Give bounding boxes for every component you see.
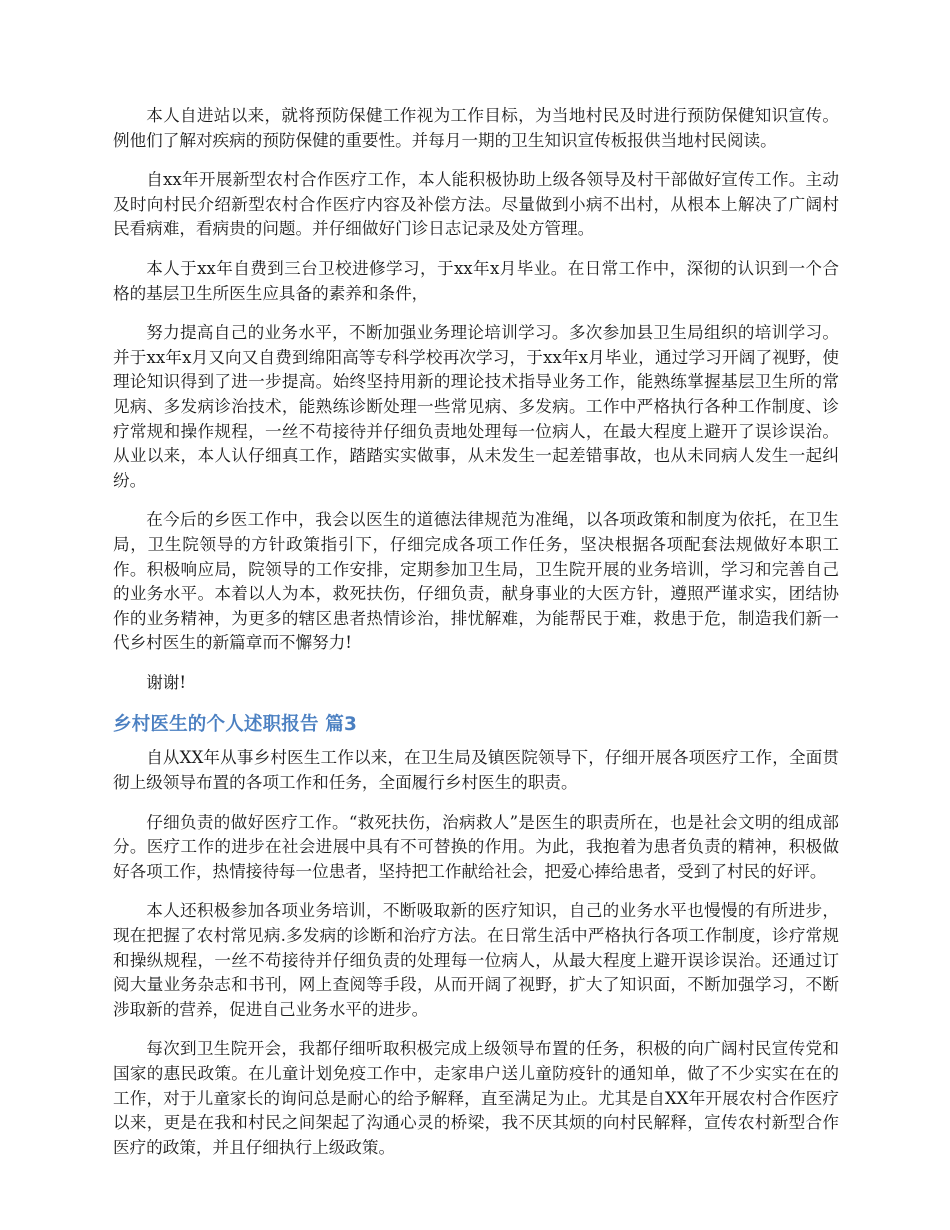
paragraph-since-xx-year: 自从XX年从事乡村医生工作以来，在卫生局及镇医院领导下，仔细开展各项医疗工作，全面贯彻上级领导布置的各项工作和任务，全面履行乡村医生的职责。 bbox=[113, 748, 839, 793]
section-heading: 乡村医生的个人述职报告 篇3 bbox=[113, 714, 358, 736]
paragraph-meetings-immunization: 每次到卫生院开会，我都仔细听取积极完成上级领导布置的任务，积极的向广阔村民宣传党和国家的惠民政策。在儿童计划免疫工作中，走家串户送儿童防疫针的通知单，做了不少实实在在的工作，对于儿童家长的询问总是耐心的给予解释，直至满足为止。尤其是自XX年开展农村合作医疗以来，更是在我和村民之间架起了沟通心灵的桥梁，我不厌其烦的向村民解释，宣传农村新型合作医疗的政策，并且仔细执行上级政策。 bbox=[113, 1039, 839, 1157]
paragraph-thanks: 谢谢! bbox=[146, 672, 187, 692]
paragraph-cooperative-medical: 自xx年开展新型农村合作医疗工作，本人能积极协助上级各领导及村干部做好宣传工作。主动及时向村民介绍新型农村合作医疗内容及补偿方法。尽量做到小病不出村，从根本上解决了广阔村民看病难，看病贵的问题。并仔细做好门诊日志记录及处方管理。 bbox=[113, 170, 839, 239]
paragraph-future-work: 在今后的乡医工作中，我会以医生的道德法律规范为准绳，以各项政策和制度为依托，在卫生局，卫生院领导的方针政策指引下，仔细完成各项工作任务，坚决根据各项配套法规做好本职工作。积极响应局，院领导的工作安排，定期参加卫生局，卫生院开展的业务培训，学习和完善自己的业务水平。本着以人为本，救死扶伤，仔细负责，献身事业的大医方针，遵照严谨求实，团结协作的业务精神，为更多的辖区患者热情诊治，排忧解难，为能帮民于难，救患于危，制造我们新一代乡村医生的新篇章而不懈努力! bbox=[113, 510, 839, 653]
paragraph-self-funded-study: 本人于xx年自费到三台卫校进修学习，于xx年x月毕业。在日常工作中，深彻的认识到一个合格的基层卫生所医生应具备的素养和条件， bbox=[113, 258, 839, 303]
document-page bbox=[113, 104, 839, 1175]
paragraph-medical-work: 仔细负责的做好医疗工作。“救死扶伤，治病救人”是医生的职责所在，也是社会文明的组成部分。医疗工作的进步在社会进展中具有不可替换的作用。为此，我抱着为患者负责的精神，积极做好各项工作，热情接待每一位患者，坚持把工作献给社会，把爱心捧给患者，受到了村民的好评。 bbox=[113, 812, 839, 881]
paragraph-skill-improvement: 努力提高自己的业务水平，不断加强业务理论培训学习。多次参加县卫生局组织的培训学习。并于xx年x月又向又自费到绵阳高等专科学校再次学习，于xx年x月毕业，通过学习开阔了视野，使理论知识得到了进一步提高。始终坚持用新的理论技术指导业务工作，能熟练掌握基层卫生所的常见病、多发病诊治技术，能熟练诊断处理一些常见病、多发病。工作中严格执行各种工作制度、诊疗常规和操作规程，一丝不苟接待并仔细负责地处理每一位病人，在最大程度上避开了误诊误治。从业以来，本人认仔细真工作，踏踏实实做事，从未发生一起差错事故，也从未同病人发生一起纠纷。 bbox=[113, 323, 839, 490]
paragraph-training: 本人还积极参加各项业务培训，不断吸取新的医疗知识，自己的业务水平也慢慢的有所进步，现在把握了农村常见病.多发病的诊断和治疗方法。在日常生活中严格执行各项工作制度，诊疗常规和操纵规程，一丝不苟接待并仔细负责的处理每一位病人，从最大程度上避开误诊误治。还通过订阅大量业务杂志和书刊，网上查阅等手段，从而开阔了视野，扩大了知识面，不断加强学习，不断涉取新的营养，促进自己业务水平的进步。 bbox=[113, 901, 839, 1019]
paragraph-prevention-publicity: 本人自进站以来，就将预防保健工作视为工作目标，为当地村民及时进行预防保健知识宣传。例他们了解对疾病的预防保健的重要性。并每月一期的卫生知识宣传板报供当地村民阅读。 bbox=[113, 106, 839, 150]
